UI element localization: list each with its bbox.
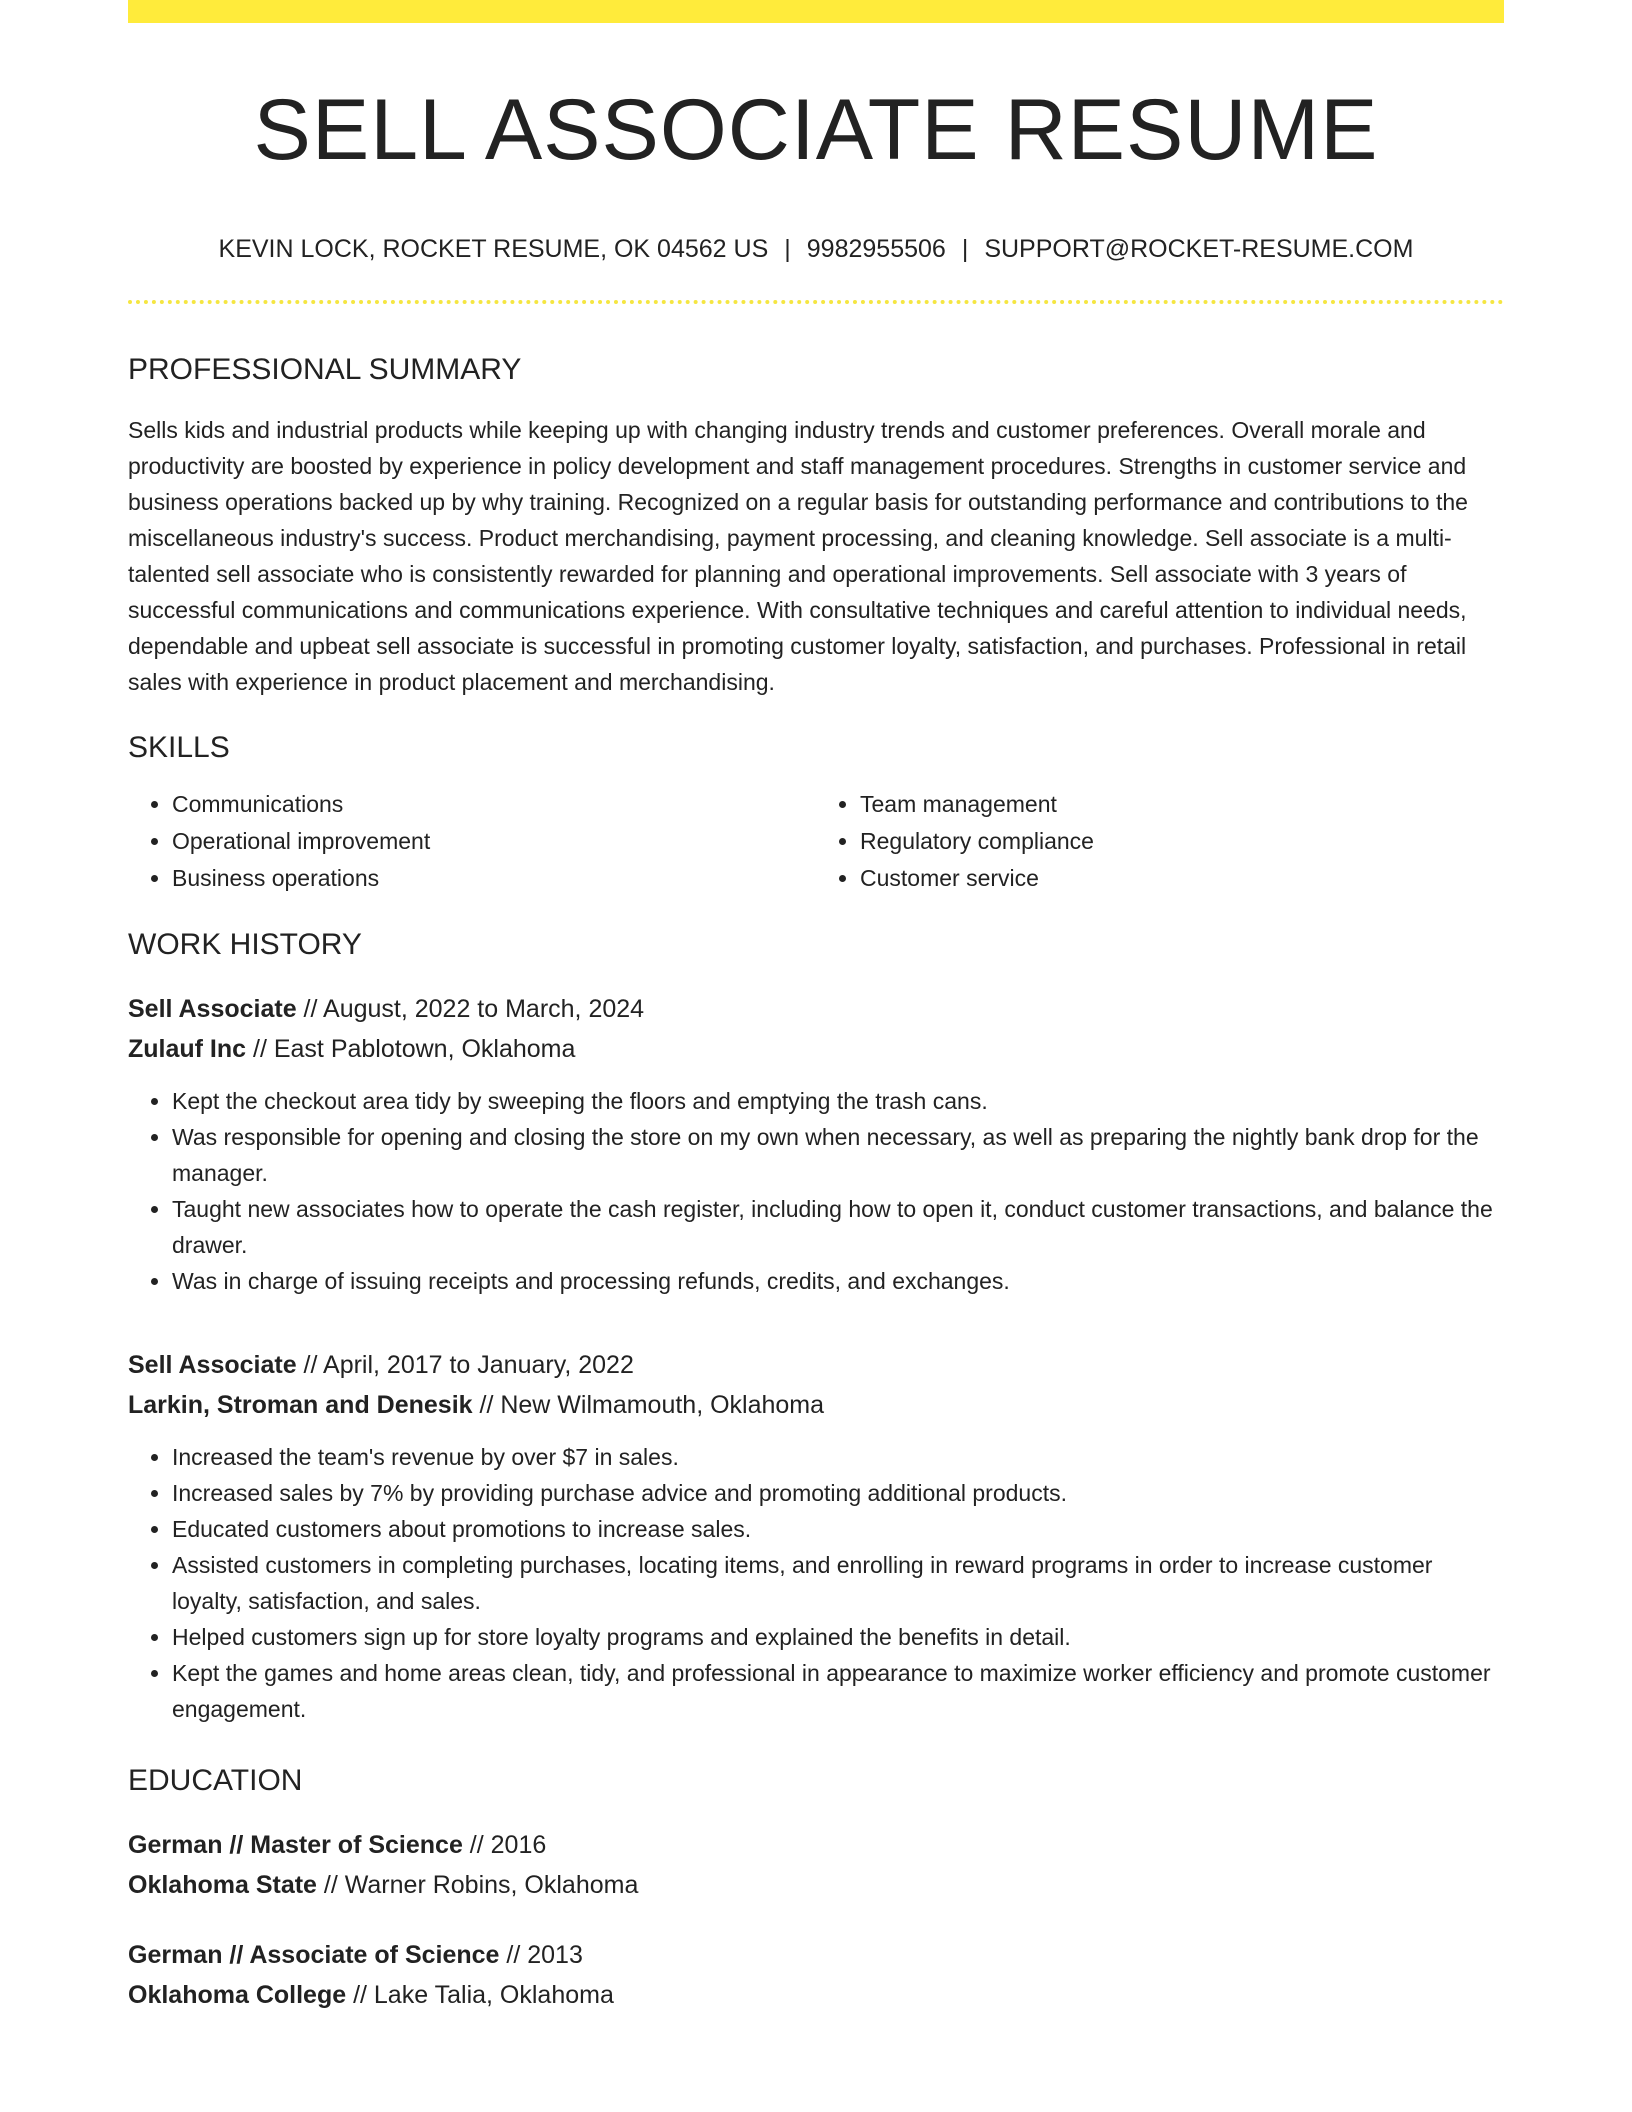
job-bullets [128, 1083, 1504, 1299]
education-entry [128, 1825, 1504, 1905]
job-bullet: • Helped customers sign up for store loyalty programs and explained the benefits in detail. [172, 1619, 1504, 1655]
education-school: Oklahoma College [128, 1980, 347, 2009]
job-entry [128, 1345, 1504, 1727]
job-title: Sell Associate [128, 1350, 297, 1379]
job-title: Sell Associate [128, 994, 297, 1023]
job-dates: // August, 2022 to March, 2024 [296, 994, 645, 1023]
skills-heading: SKILLS [128, 730, 230, 764]
education-degree: German // Master of Science [128, 1830, 463, 1859]
contact-address: KEVIN LOCK, ROCKET RESUME, OK 04562 US [218, 234, 769, 263]
contact-phone: 9982955506 [806, 234, 946, 263]
job-company-line [128, 1385, 1504, 1425]
summary-heading: PROFESSIONAL SUMMARY [128, 352, 522, 386]
job-bullet: • Assisted customers in completing purchases, locating items, and enrolling in reward programs in order to increase customer loyalty, satisfaction, and sales. [172, 1547, 1504, 1619]
education-location: // Warner Robins, Oklahoma [316, 1870, 639, 1899]
job-company: Larkin, Stroman and Denesik [128, 1390, 473, 1419]
education-degree: German // Associate of Science [128, 1940, 500, 1969]
education-school-line [128, 1975, 1504, 2015]
skills-list [128, 786, 1504, 897]
resume-page [128, 0, 1504, 2015]
work-history-heading: WORK HISTORY [128, 927, 362, 961]
contact-separator: | [784, 234, 791, 263]
job-dates: // April, 2017 to January, 2022 [296, 1350, 634, 1379]
education-school: Oklahoma State [128, 1870, 317, 1899]
job-location: // East Pablotown, Oklahoma [246, 1034, 576, 1063]
dotted-divider [128, 300, 1504, 304]
job-bullet: • Educated customers about promotions to increase sales. [172, 1511, 1504, 1547]
education-heading: EDUCATION [128, 1763, 303, 1797]
education-degree-line [128, 1935, 1504, 1975]
job-bullet: • Was in charge of issuing receipts and processing refunds, credits, and exchanges. [172, 1263, 1504, 1299]
skill-item: • Communications [172, 786, 816, 823]
skills-column-right [816, 786, 1504, 897]
education-location: // Lake Talia, Oklahoma [346, 1980, 614, 2009]
education-year: // 2016 [462, 1830, 547, 1859]
job-location: // New Wilmamouth, Oklahoma [472, 1390, 825, 1419]
job-bullet: • Taught new associates how to operate the cash register, including how to open it, conduct customer transactions, and balance the drawer. [172, 1191, 1504, 1263]
skill-item: • Regulatory compliance [860, 823, 1504, 860]
job-bullet: • Was responsible for opening and closing the store on my own when necessary, as well as preparing the nightly bank drop for the manager. [172, 1119, 1504, 1191]
skill-item: • Team management [860, 786, 1504, 823]
education-degree-line [128, 1825, 1504, 1865]
skills-column-left [128, 786, 816, 897]
job-bullet: • Increased the team's revenue by over $7 in sales. [172, 1439, 1504, 1475]
education-year: // 2013 [499, 1940, 583, 1969]
job-bullet: • Increased sales by 7% by providing purchase advice and promoting additional products. [172, 1475, 1504, 1511]
job-title-line [128, 1345, 1504, 1385]
job-bullets [128, 1439, 1504, 1727]
skill-item: • Operational improvement [172, 823, 816, 860]
job-bullet: • Kept the games and home areas clean, tidy, and professional in appearance to maximize worker efficiency and promote customer engagement. [172, 1655, 1504, 1727]
contact-email: SUPPORT@ROCKET-RESUME.COM [984, 234, 1414, 263]
skill-item: • Customer service [860, 860, 1504, 897]
education-entry [128, 1935, 1504, 2015]
job-entry [128, 989, 1504, 1299]
summary-text: Sells kids and industrial products while keeping up with changing industry trends and customer preferences. Overall morale and productivity are boosted by experience in policy development and staff management procedures. Strengths in customer service and business operations backed up by why training. Recognized on a regular basis for outstanding performance and contributions to the miscellaneous industry's success. Product merchandising, payment processing, and cleaning knowledge. Sell associate is a multi-talented sell associate who is consistently rewarded for planning and operational improvements. Sell associate with 3 years of successful communications and communications experience. With consultative techniques and careful attention to individual needs, dependable and upbeat sell associate is successful in promoting customer loyalty, satisfaction, and purchases. Professional in retail sales with experience in product placement and merchandising. [128, 416, 1468, 695]
job-company: Zulauf Inc [128, 1034, 247, 1063]
education-school-line [128, 1865, 1504, 1905]
skill-item: • Business operations [172, 860, 816, 897]
resume-title: SELL ASSOCIATE RESUME [253, 82, 1379, 178]
contact-separator: | [961, 234, 969, 263]
job-company-line [128, 1029, 1504, 1069]
job-title-line [128, 989, 1504, 1029]
contact-line [128, 234, 1504, 264]
top-accent-bar [128, 0, 1504, 23]
job-bullet: • Kept the checkout area tidy by sweeping the floors and emptying the trash cans. [172, 1083, 1504, 1119]
